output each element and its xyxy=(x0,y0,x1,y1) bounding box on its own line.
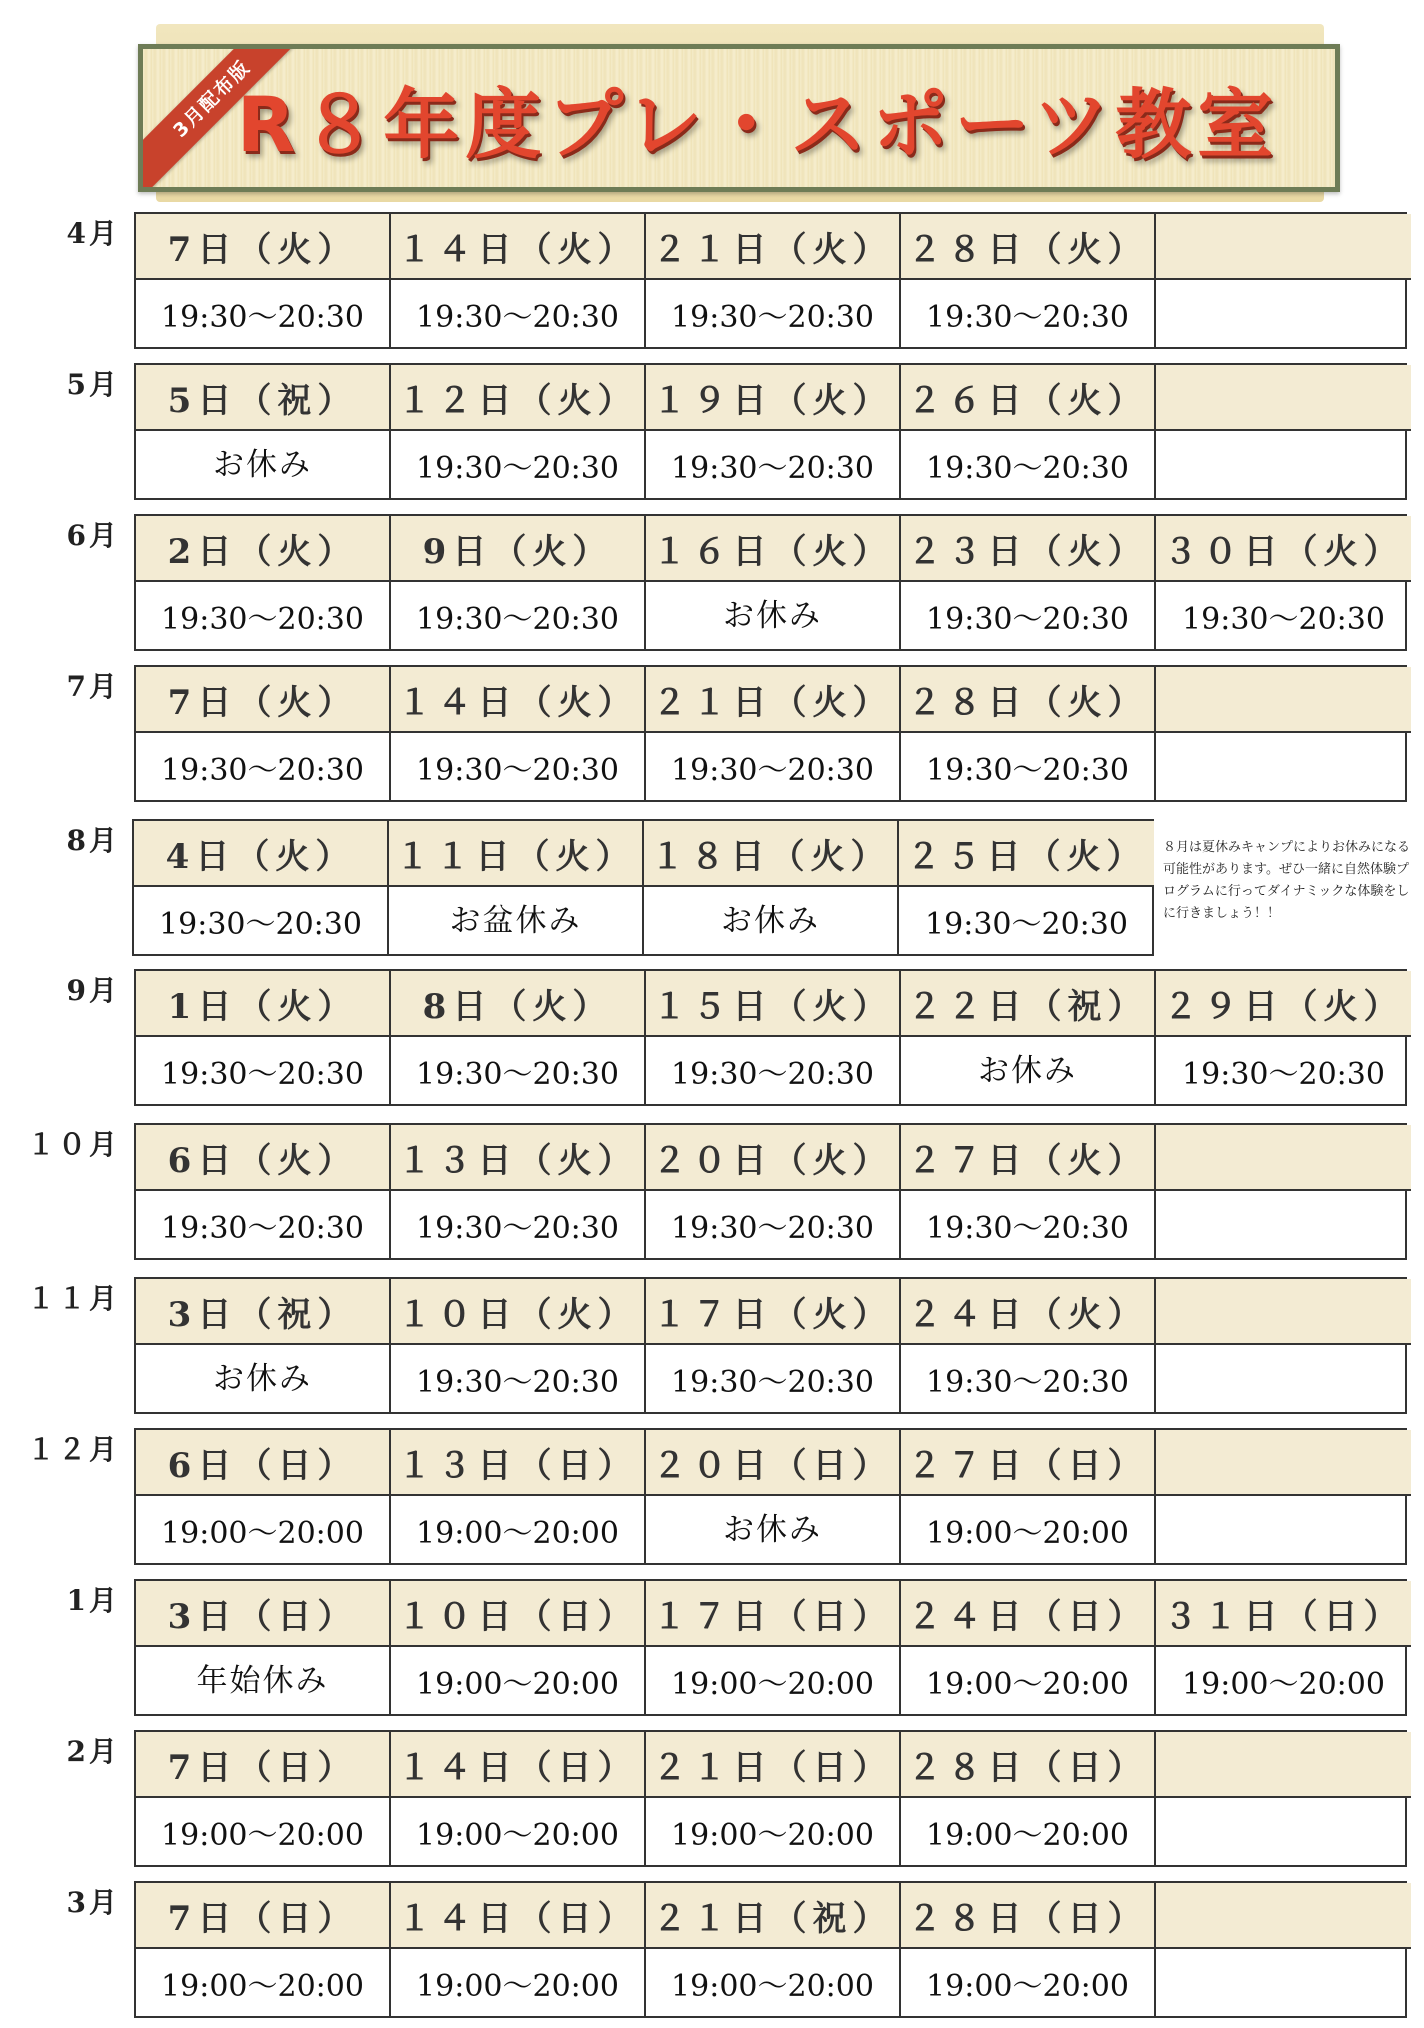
date-cell: １４日（火） xyxy=(391,667,646,733)
time-cell: 19:00〜20:00 xyxy=(646,1949,901,2016)
date-cell: ２７日（火） xyxy=(901,1125,1156,1191)
holiday-cell: お休み xyxy=(646,582,901,649)
date-cell: ２８日（火） xyxy=(901,214,1156,280)
date-cell: 8日（火） xyxy=(391,971,646,1037)
time-cell: 19:30〜20:30 xyxy=(646,1191,901,1258)
date-cell: １０日（火） xyxy=(391,1279,646,1345)
date-cell: １０日（日） xyxy=(391,1581,646,1647)
date-cell xyxy=(1156,1732,1411,1798)
date-cell: ２１日（火） xyxy=(646,667,901,733)
month-label: 5月 xyxy=(66,368,120,401)
time-cell: 19:30〜20:30 xyxy=(391,582,646,649)
time-cell: 19:00〜20:00 xyxy=(646,1647,901,1714)
time-cell xyxy=(1156,1191,1411,1258)
month-row xyxy=(0,363,1424,501)
date-cell: ２１日（火） xyxy=(646,214,901,280)
month-label: １０月 xyxy=(26,1128,120,1161)
date-cell: ２８日（火） xyxy=(901,667,1156,733)
time-cell: 19:30〜20:30 xyxy=(136,1037,391,1104)
date-cell: ２４日（日） xyxy=(901,1581,1156,1647)
date-cell: ３１日（日） xyxy=(1156,1581,1411,1647)
month-label: 3月 xyxy=(66,1886,120,1919)
holiday-cell: お休み xyxy=(644,887,899,954)
date-cell xyxy=(1156,1125,1411,1191)
time-cell: 19:00〜20:00 xyxy=(901,1798,1156,1865)
time-cell: 19:30〜20:30 xyxy=(1182,1056,1385,1092)
month-grid xyxy=(134,969,1407,1106)
date-cell: ２０日（火） xyxy=(646,1125,901,1191)
time-cell: 19:00〜20:00 xyxy=(391,1949,646,2016)
edition-ribbon: 3月配布版 xyxy=(138,44,307,192)
time-cell: 19:00〜20:00 xyxy=(901,1496,1156,1563)
time-cell xyxy=(1156,1798,1411,1865)
time-cell: 19:30〜20:30 xyxy=(901,1191,1156,1258)
time-cell xyxy=(1156,431,1411,498)
time-cell: 19:30〜20:30 xyxy=(391,1345,646,1412)
date-cell: ２１日（日） xyxy=(646,1732,901,1798)
date-cell: 9日（火） xyxy=(391,516,646,582)
time-cell: 19:30〜20:30 xyxy=(646,431,901,498)
month-row xyxy=(0,514,1424,652)
month-grid xyxy=(134,363,1407,500)
time-cell: 19:30〜20:30 xyxy=(646,1037,901,1104)
time-cell: 19:30〜20:30 xyxy=(136,582,391,649)
month-row xyxy=(0,665,1424,803)
month-grid xyxy=(134,1579,1407,1716)
date-cell: ２０日（日） xyxy=(646,1430,901,1496)
time-cell: 19:30〜20:30 xyxy=(925,906,1128,942)
time-cell: 19:00〜20:00 xyxy=(391,1647,646,1714)
time-cell: 19:30〜20:30 xyxy=(136,280,391,347)
date-cell: １７日（日） xyxy=(646,1581,901,1647)
date-cell: １３日（火） xyxy=(391,1125,646,1191)
date-cell: １４日（日） xyxy=(391,1883,646,1949)
date-cell: ２４日（火） xyxy=(901,1279,1156,1345)
month-label: 7月 xyxy=(66,670,120,703)
month-row xyxy=(0,819,1424,957)
month-label: 4月 xyxy=(66,217,120,250)
month-grid xyxy=(134,665,1407,802)
month-label: １２月 xyxy=(26,1433,120,1466)
time-cell: 19:00〜20:00 xyxy=(901,1949,1156,2016)
holiday-cell: お休み xyxy=(136,431,391,498)
time-cell: 19:00〜20:00 xyxy=(1182,1666,1385,1702)
date-cell: １２日（火） xyxy=(391,365,646,431)
month-grid xyxy=(134,1428,1407,1565)
time-cell: 19:00〜20:00 xyxy=(136,1798,391,1865)
month-label: 8月 xyxy=(66,824,120,857)
month-grid xyxy=(134,1277,1407,1414)
time-cell xyxy=(1156,733,1411,800)
time-cell xyxy=(1156,1949,1411,2016)
time-cell: 19:30〜20:30 xyxy=(646,1345,901,1412)
date-cell: 7日（火） xyxy=(136,214,391,280)
date-cell: ２７日（日） xyxy=(901,1430,1156,1496)
date-cell: １４日（火） xyxy=(391,214,646,280)
august-note: ８月は夏休みキャンプによりお休みになる可能性があります。ぜひ一緒に自然体験プログラムに行ってダイナミックな体験をしに行きましょう！！ xyxy=(1163,840,1411,921)
month-grid xyxy=(132,819,1154,956)
time-cell: 19:30〜20:30 xyxy=(646,733,901,800)
month-row xyxy=(0,1277,1424,1415)
date-cell: １６日（火） xyxy=(646,516,901,582)
holiday-cell: お休み xyxy=(646,1496,901,1563)
time-cell: 19:30〜20:30 xyxy=(134,887,389,954)
month-row xyxy=(0,1123,1424,1261)
date-cell xyxy=(1156,365,1411,431)
time-cell xyxy=(1156,280,1411,347)
date-cell: 7日（日） xyxy=(136,1732,391,1798)
date-cell: ２５日（火） xyxy=(899,821,1154,887)
date-cell: ２３日（火） xyxy=(901,516,1156,582)
date-cell: 1日（火） xyxy=(136,971,391,1037)
month-row xyxy=(0,1881,1424,2019)
time-cell: 19:30〜20:30 xyxy=(136,733,391,800)
month-grid xyxy=(134,1123,1407,1260)
time-cell: 19:30〜20:30 xyxy=(391,733,646,800)
time-cell: 19:30〜20:30 xyxy=(901,1345,1156,1412)
date-cell: １９日（火） xyxy=(646,365,901,431)
time-cell: 19:00〜20:00 xyxy=(391,1496,646,1563)
month-row xyxy=(0,1428,1424,1566)
date-cell: ２８日（日） xyxy=(901,1883,1156,1949)
date-cell xyxy=(1156,667,1411,733)
time-cell: 19:30〜20:30 xyxy=(391,431,646,498)
time-cell: 19:00〜20:00 xyxy=(391,1798,646,1865)
time-cell: 19:30〜20:30 xyxy=(391,1037,646,1104)
date-cell: 4日（火） xyxy=(134,821,389,887)
date-cell xyxy=(1156,1279,1411,1345)
time-cell: 19:30〜20:30 xyxy=(1182,601,1385,637)
date-cell xyxy=(1156,1430,1411,1496)
time-cell: 19:30〜20:30 xyxy=(391,280,646,347)
month-label: 6月 xyxy=(66,519,120,552)
date-cell: １４日（日） xyxy=(391,1732,646,1798)
date-cell: １１日（火） xyxy=(389,821,644,887)
title-banner xyxy=(138,44,1340,192)
date-cell: ３０日（火） xyxy=(1156,516,1411,582)
time-cell xyxy=(1156,1496,1411,1563)
month-grid xyxy=(134,514,1407,651)
holiday-cell: お休み xyxy=(901,1037,1156,1104)
page-title: R８年度プレ・スポーツ教室 xyxy=(236,79,1280,169)
month-label: 1月 xyxy=(66,1584,120,1617)
time-cell: 19:30〜20:30 xyxy=(136,1191,391,1258)
date-cell: １５日（火） xyxy=(646,971,901,1037)
date-cell: 7日（日） xyxy=(136,1883,391,1949)
month-label: 9月 xyxy=(66,974,120,1007)
date-cell: １３日（日） xyxy=(391,1430,646,1496)
date-cell xyxy=(1156,214,1411,280)
month-grid xyxy=(134,1881,1407,2018)
date-cell: 3日（祝） xyxy=(136,1279,391,1345)
date-cell xyxy=(1156,1883,1411,1949)
holiday-cell: 年始休み xyxy=(136,1647,391,1714)
month-grid xyxy=(134,212,1407,349)
time-cell xyxy=(1156,1345,1411,1412)
date-cell: 6日（火） xyxy=(136,1125,391,1191)
date-cell: 3日（日） xyxy=(136,1581,391,1647)
time-cell: 19:30〜20:30 xyxy=(901,431,1156,498)
date-cell: ２６日（火） xyxy=(901,365,1156,431)
month-row xyxy=(0,1730,1424,1868)
time-cell: 19:00〜20:00 xyxy=(136,1949,391,2016)
date-cell: 2日（火） xyxy=(136,516,391,582)
time-cell: 19:00〜20:00 xyxy=(901,1647,1156,1714)
date-cell: 5日（祝） xyxy=(136,365,391,431)
date-cell: １８日（火） xyxy=(644,821,899,887)
month-row xyxy=(0,212,1424,350)
month-label: １１月 xyxy=(26,1282,120,1315)
date-cell: 7日（火） xyxy=(136,667,391,733)
time-cell: 19:30〜20:30 xyxy=(391,1191,646,1258)
time-cell: 19:30〜20:30 xyxy=(646,280,901,347)
time-cell: 19:30〜20:30 xyxy=(901,280,1156,347)
date-cell: １７日（火） xyxy=(646,1279,901,1345)
month-label: 2月 xyxy=(66,1735,120,1768)
month-grid xyxy=(134,1730,1407,1867)
time-cell: 19:30〜20:30 xyxy=(901,733,1156,800)
time-cell: 19:30〜20:30 xyxy=(901,582,1156,649)
month-row xyxy=(0,1579,1424,1717)
holiday-cell: お休み xyxy=(136,1345,391,1412)
month-row xyxy=(0,969,1424,1107)
time-cell: 19:00〜20:00 xyxy=(136,1496,391,1563)
date-cell: ２８日（日） xyxy=(901,1732,1156,1798)
time-cell: 19:00〜20:00 xyxy=(646,1798,901,1865)
date-cell: ２９日（火） xyxy=(1156,971,1411,1037)
date-cell: 6日（日） xyxy=(136,1430,391,1496)
holiday-cell: お盆休み xyxy=(389,887,644,954)
date-cell: ２１日（祝） xyxy=(646,1883,901,1949)
date-cell: ２２日（祝） xyxy=(901,971,1156,1037)
